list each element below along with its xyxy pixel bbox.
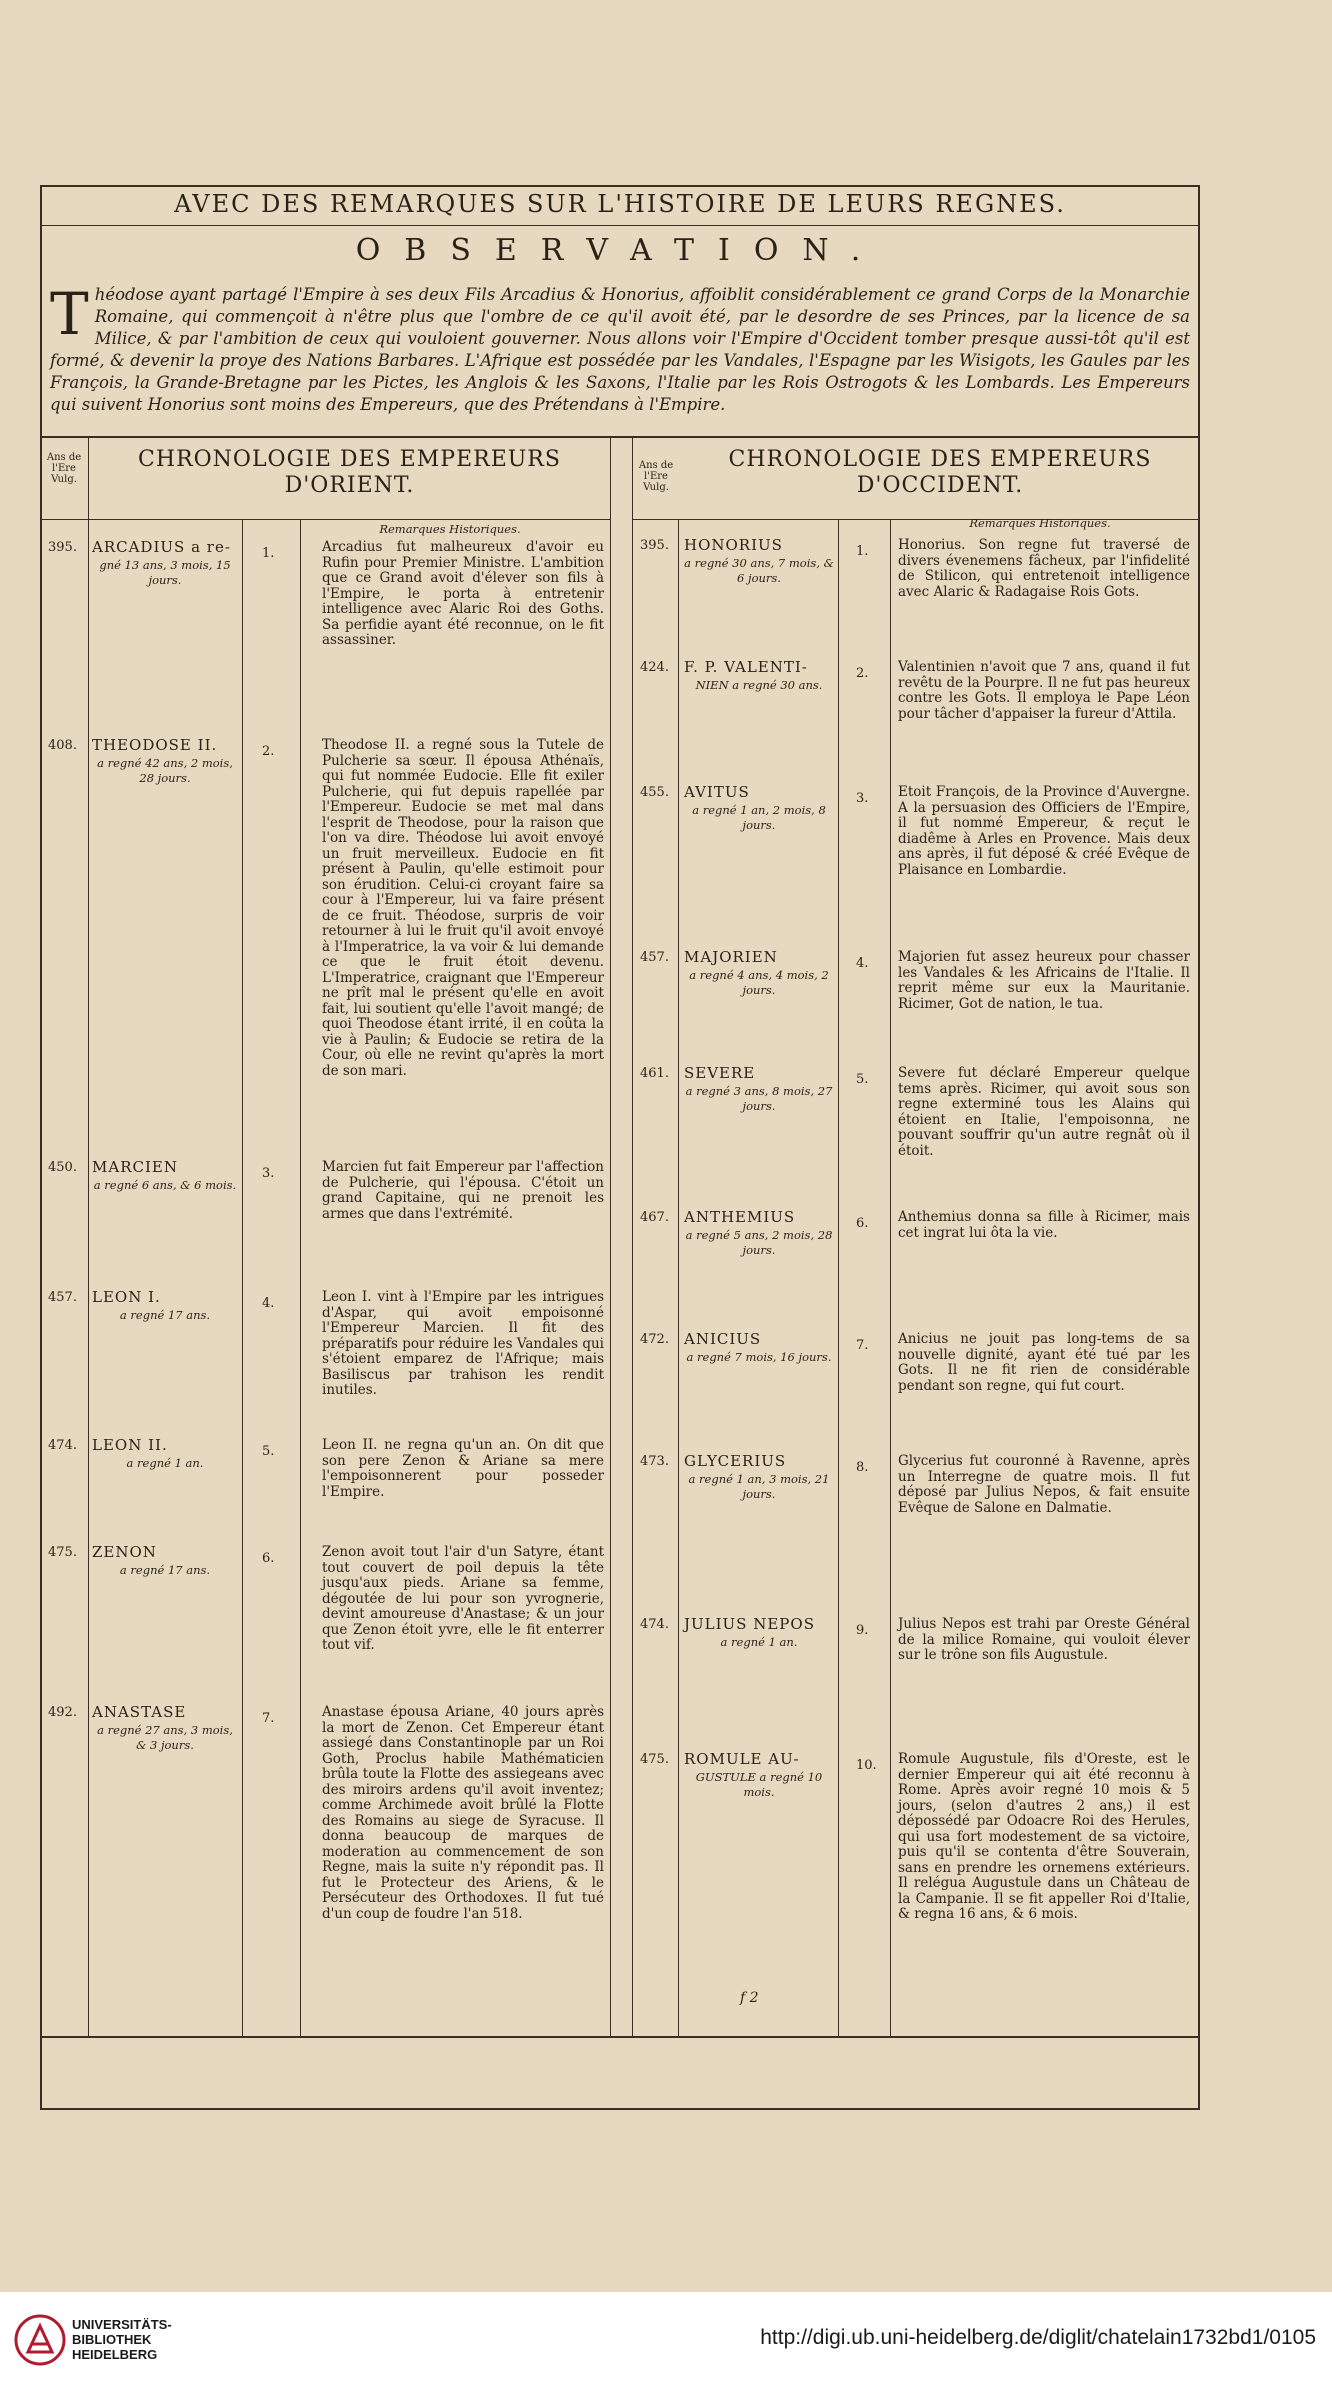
east-num-divider — [300, 520, 301, 2037]
east-emperor-name-2: MARCIEN — [92, 1158, 178, 1176]
library-name — [72, 2317, 172, 2362]
east-remark-3: Leon I. vint à l'Empire par les intrigues d'Aspar, qui avoit empoisonné l'Empereur Marcien. Il fit des préparatifs pour réduire les Vandales qui s'étoient emparez de l'Afrique; mais Basiliscus par trahison les rendit inutiles. — [322, 1289, 604, 1398]
west-number-6: 7. — [856, 1338, 869, 1353]
west-year-1: 424. — [640, 660, 669, 675]
east-reign-3: a regné 17 ans. — [119, 1308, 211, 1322]
header-rule — [40, 225, 1200, 226]
west-year-9: 475. — [640, 1752, 669, 1767]
east-year-0: 395. — [48, 540, 77, 555]
west-remark-7: Glycerius fut couronné à Ravenne, après un Interregne de quatre mois. Il fut déposé par Julius Nepos, & fait ensuite Evêque de Salone en Dalmatie. — [898, 1453, 1190, 1516]
east-remarks-head: Remarques Historiques. — [379, 522, 521, 536]
west-remark-1: Valentinien n'avoit que 7 ans, quand il fut revêtu de la Pourpre. Il ne fut pas heureux contre les Gots. Il employa le Pape Léon pour tâcher d'appaiser la fureur d'Attila. — [898, 659, 1190, 722]
west-year-3: 457. — [640, 950, 669, 965]
west-remark-5: Anthemius donna sa fille à Ricimer, mais cet ingrat lui ôta la vie. — [898, 1209, 1190, 1241]
west-emperor-name-5: ANTHEMIUS — [684, 1208, 796, 1226]
east-reign-5: a regné 17 ans. — [119, 1563, 211, 1577]
east-year-label: Ans de l'Ere Vulg. — [46, 452, 82, 485]
west-remark-6: Anicius ne jouit pas long-tems de sa nouvelle dignité, ayant été tué par les Gots. Il ne fit rien de considérable pendant son regne, qui fut court. — [898, 1331, 1190, 1394]
west-reign-9: GUSTULE a regné 10 mois. — [695, 1770, 823, 1799]
west-title — [690, 447, 1190, 499]
east-name-divider — [242, 520, 243, 2037]
west-reign-3: a regné 4 ans, 4 mois, 2 jours. — [689, 968, 829, 997]
west-emperor-name-3: MAJORIEN — [684, 948, 778, 966]
library-line3: HEIDELBERG — [72, 2347, 158, 2362]
west-number-5: 6. — [856, 1216, 869, 1231]
east-title-line1: CHRONOLOGIE DES EMPEREURS — [138, 447, 561, 472]
intro-paragraph — [50, 280, 1190, 416]
west-emperor-name-7: GLYCERIUS — [684, 1452, 787, 1470]
west-remark-2: Etoit François, de la Province d'Auvergne. A la persuasion des Officiers de l'Empire, il fut nommé Empereur, & reçut le diadême à Arles en Provence. Mais deux ans après, il fut déposé & créé Evêque de Plaisance en Lombardie. — [898, 784, 1190, 878]
east-number-1: 2. — [262, 744, 275, 759]
east-reign-2: a regné 6 ans, & 6 mois. — [93, 1178, 237, 1192]
east-emperor-name-6: ANASTASE — [92, 1703, 187, 1721]
intro-dropcap: T — [50, 280, 89, 348]
west-year-5: 467. — [640, 1210, 669, 1225]
west-reign-8: a regné 1 an. — [720, 1635, 798, 1649]
east-remark-0: Arcadius fut malheureux d'avoir eu Rufin pour Premier Ministre. L'ambition que ce Grand avoit d'élever son fils à l'Empire, le porta à entretenir intelligence avec Alaric Roi des Goths. Sa perfidie ayant été reconnue, on le fit assassiner. — [322, 539, 604, 648]
library-line2: BIBLIOTHEK — [72, 2332, 152, 2347]
west-year-label: Ans de l'Ere Vulg. — [638, 460, 674, 493]
footer-bar — [0, 2292, 1332, 2387]
source-url-link[interactable]: http://digi.ub.uni-heidelberg.de/diglit/chatelain1732bd1/0105 — [760, 2326, 1316, 2349]
library-line1: UNIVERSITÄTS- — [72, 2317, 172, 2332]
west-number-3: 4. — [856, 956, 869, 971]
page-header-title: AVEC DES REMARQUES SUR L'HISTOIRE DE LEURS REGNES. — [174, 190, 1066, 218]
west-number-7: 8. — [856, 1460, 869, 1475]
west-number-1: 2. — [856, 666, 869, 681]
east-reign-6: a regné 27 ans, 3 mois, & 3 jours. — [97, 1723, 233, 1752]
east-year-1: 408. — [48, 738, 77, 753]
west-emperor-name-2: AVITUS — [684, 783, 750, 801]
west-emperor-name-9: ROMULE AU- — [684, 1750, 800, 1768]
east-emperor-name-3: LEON I. — [92, 1288, 161, 1306]
east-year-6: 492. — [48, 1705, 77, 1720]
west-number-9: 10. — [856, 1758, 877, 1773]
west-remark-4: Severe fut déclaré Empereur quelque tems après. Ricimer, qui avoit sous son regne exterminé tous les Alains qui étoient en Italie, l'empoisonna, ne pouvant souffrir qu'un autre regnât où il étoit. — [898, 1065, 1190, 1159]
west-year-6: 472. — [640, 1332, 669, 1347]
west-num-divider — [890, 520, 891, 2037]
west-number-0: 1. — [856, 544, 869, 559]
west-title-line1: CHRONOLOGIE DES EMPEREURS — [728, 447, 1152, 472]
east-number-5: 6. — [262, 1551, 275, 1566]
west-emperor-name-1: F. P. VALENTI- — [684, 658, 808, 676]
west-remark-9: Romule Augustule, fils d'Oreste, est le dernier Empereur qui ait été reconnu à Rome. Après avoir regné 10 mois & 5 jours, (selon d'autres 2 ans,) il est dépossédé par Odoacre Roi des Herules, qui usa fort modestement de sa victoire, puis qu'il se contenta d'être Souverain, sans en prendre les ornemens extérieurs. Il relégua Augustule dans un Château de la Campanie. Il se fit appeller Roi d'Italie, & regna 16 ans, & 6 mois. — [898, 1751, 1190, 1922]
east-remark-6: Anastase épousa Ariane, 40 jours après la mort de Zenon. Cet Empereur étant assiegé dans Constantinople par un Roi Goth, Proclus habile Mathématicien brûla toute la Flotte des assiegeans avec des miroirs ardens qu'il avoit inventez; comme Archimede avoit brûlé la Flotte des Romains au siege de Syracuse. Il donna beaucoup de marques de moderation au commencement de son Regne, mais la suite n'y répondit pas. Il fut le Protecteur des Ariens, & le Persécuteur des Orthodoxes. Il fut tué d'un coup de foudre l'an 518. — [322, 1704, 604, 1922]
west-number-2: 3. — [856, 791, 869, 806]
west-year-4: 461. — [640, 1066, 669, 1081]
west-year-0: 395. — [640, 538, 669, 553]
east-emperor-name-0: ARCADIUS a re- — [92, 538, 231, 556]
intro-rule — [40, 436, 1200, 438]
east-year-2: 450. — [48, 1160, 77, 1175]
east-remark-4: Leon II. ne regna qu'un an. On dit que son pere Zenon & Ariane sa mere l'empoisonnerent pour posseder l'Empire. — [322, 1437, 604, 1500]
west-emperor-name-0: HONORIUS — [684, 536, 783, 554]
east-number-6: 7. — [262, 1711, 275, 1726]
east-remark-1: Theodose II. a regné sous la Tutele de Pulcherie sa sœur. Il épousa Athénaïs, qui fut nommée Eudocie. Elle fit exiler Pulcherie, qui fut depuis rapellée par l'Empereur. Eudocie se met mal dans l'esprit de Theodose, pour la raison que l'on va dire. Théodose lui avoit envoyé un fruit merveilleux. Eudocie en fit présent à Paulin, qu'elle estimoit pour son érudition. Celui-ci croyant faire sa cour à l'Empereur, lui va faire présent de ce fruit. Théodose, surpris de voir retourner à lui le fruit qu'il avoit envoyé à l'Imperatrice, la va voir & lui demande ce que le fruit étoit devenu. L'Imperatrice, craignant que l'Empereur ne prît mal le présent qu'elle en avoit fait, lui soutient qu'elle l'avoit mangé; de quoi Theodose étant irrité, il en coûta la vie à Paulin; & Eudocie se retira de la Cour, où elle ne revint qu'après la mort de son mari. — [322, 737, 604, 1079]
east-emperor-name-4: LEON II. — [92, 1436, 168, 1454]
east-title — [92, 447, 607, 499]
east-reign-1: a regné 42 ans, 2 mois, 28 jours. — [97, 756, 233, 785]
west-remark-3: Majorien fut assez heureux pour chasser les Vandales & les Africains de l'Italie. Il reprit même sur eux la Mauritanie. Ricimer, Got de nation, le tua. — [898, 949, 1190, 1012]
east-number-2: 3. — [262, 1166, 275, 1181]
west-emperor-name-4: SEVERE — [684, 1064, 756, 1082]
west-remark-0: Honorius. Son regne fut traversé de divers évenemens fâcheux, par l'infidelité de Stilicon, qui entretenoit intelligence avec Alaric & Radagaise Rois Gots. — [898, 537, 1190, 600]
west-reign-6: a regné 7 mois, 16 jours. — [686, 1350, 832, 1364]
east-reign-0: gné 13 ans, 3 mois, 15 jours. — [99, 558, 231, 587]
east-number-3: 4. — [262, 1296, 275, 1311]
west-year-8: 474. — [640, 1617, 669, 1632]
west-number-8: 9. — [856, 1623, 869, 1638]
east-remark-5: Zenon avoit tout l'air d'un Satyre, étant tout couvert de poil depuis la tête jusqu'aux pieds. Ariane sa femme, dégoutée de lui pour son yvrognerie, devint amoureuse d'Anastase; & un jour que Zenon étoit yvre, elle le fit enterrer tout vif. — [322, 1544, 604, 1653]
east-emperor-name-1: THEODOSE II. — [92, 736, 218, 754]
east-year-4: 474. — [48, 1438, 77, 1453]
bottom-rule — [40, 2036, 1200, 2038]
west-year-2: 455. — [640, 785, 669, 800]
east-year-3: 457. — [48, 1290, 77, 1305]
center-divider-2 — [632, 437, 633, 2037]
west-reign-5: a regné 5 ans, 2 mois, 28 jours. — [685, 1228, 833, 1257]
intro-text: héodose ayant partagé l'Empire à ses deux Fils Arcadius & Honorius, affoiblit considérablement ce grand Corps de la Monarchie Romaine, qui commençoit à n'être plus que l'ombre de ce qu'il avoit été, par le desordre de ses Princes, par la licence de sa Milice, & par l'ambition de ceux qui vouloient gouverner. Nous allons voir l'Empire d'Occident tomber presque aussi-tôt qu'il est formé, & devenir la proye des Nations Barbares. L'Afrique est possédée par les Vandales, l'Espagne par les Wisigots, les Gaules par les François, la Grande-Bretagne par les Pictes, les Anglois & les Saxons, l'Italie par les Rois Ostrogots & les Lombards. Les Empereurs qui suivent Honorius sont moins des Empereurs, que des Prétendans à l'Empire. — [50, 285, 1190, 414]
east-number-0: 1. — [262, 546, 275, 561]
west-name-divider — [838, 520, 839, 2037]
observation-title: OBSERVATION. — [355, 233, 885, 268]
east-year-5: 475. — [48, 1545, 77, 1560]
east-emperor-name-5: ZENON — [92, 1543, 157, 1561]
east-number-4: 5. — [262, 1444, 275, 1459]
west-year-divider — [678, 520, 679, 2037]
west-reign-7: a regné 1 an, 3 mois, 21 jours. — [688, 1472, 830, 1501]
east-head-rule — [40, 519, 610, 520]
west-year-7: 473. — [640, 1454, 669, 1469]
west-reign-2: a regné 1 an, 2 mois, 8 jours. — [692, 803, 826, 832]
east-year-divider — [88, 437, 89, 2037]
signature-mark: f 2 — [740, 1990, 759, 2006]
west-reign-4: a regné 3 ans, 8 mois, 27 jours. — [685, 1084, 833, 1113]
west-emperor-name-6: ANICIUS — [684, 1330, 762, 1348]
university-seal-icon — [14, 2312, 66, 2368]
west-emperor-name-8: JULIUS NEPOS — [684, 1615, 815, 1633]
west-number-4: 5. — [856, 1072, 869, 1087]
east-title-line2: D'ORIENT. — [284, 473, 415, 498]
west-reign-1: NIEN a regné 30 ans. — [695, 678, 823, 692]
east-remark-2: Marcien fut fait Empereur par l'affection de Pulcherie, qui l'épousa. C'étoit un grand Capitaine, qui ne prenoit les armes que dans l'extrémité. — [322, 1159, 604, 1222]
center-divider — [610, 437, 611, 2037]
east-reign-4: a regné 1 an. — [126, 1456, 204, 1470]
west-remarks-head: Remarques Historiques. — [969, 516, 1111, 530]
west-title-line2: D'OCCIDENT. — [856, 473, 1024, 498]
west-remark-8: Julius Nepos est trahi par Oreste Général de la milice Romaine, qui vouloit élever sur le trône son fils Augustule. — [898, 1616, 1190, 1663]
west-reign-0: a regné 30 ans, 7 mois, & 6 jours. — [684, 556, 834, 585]
